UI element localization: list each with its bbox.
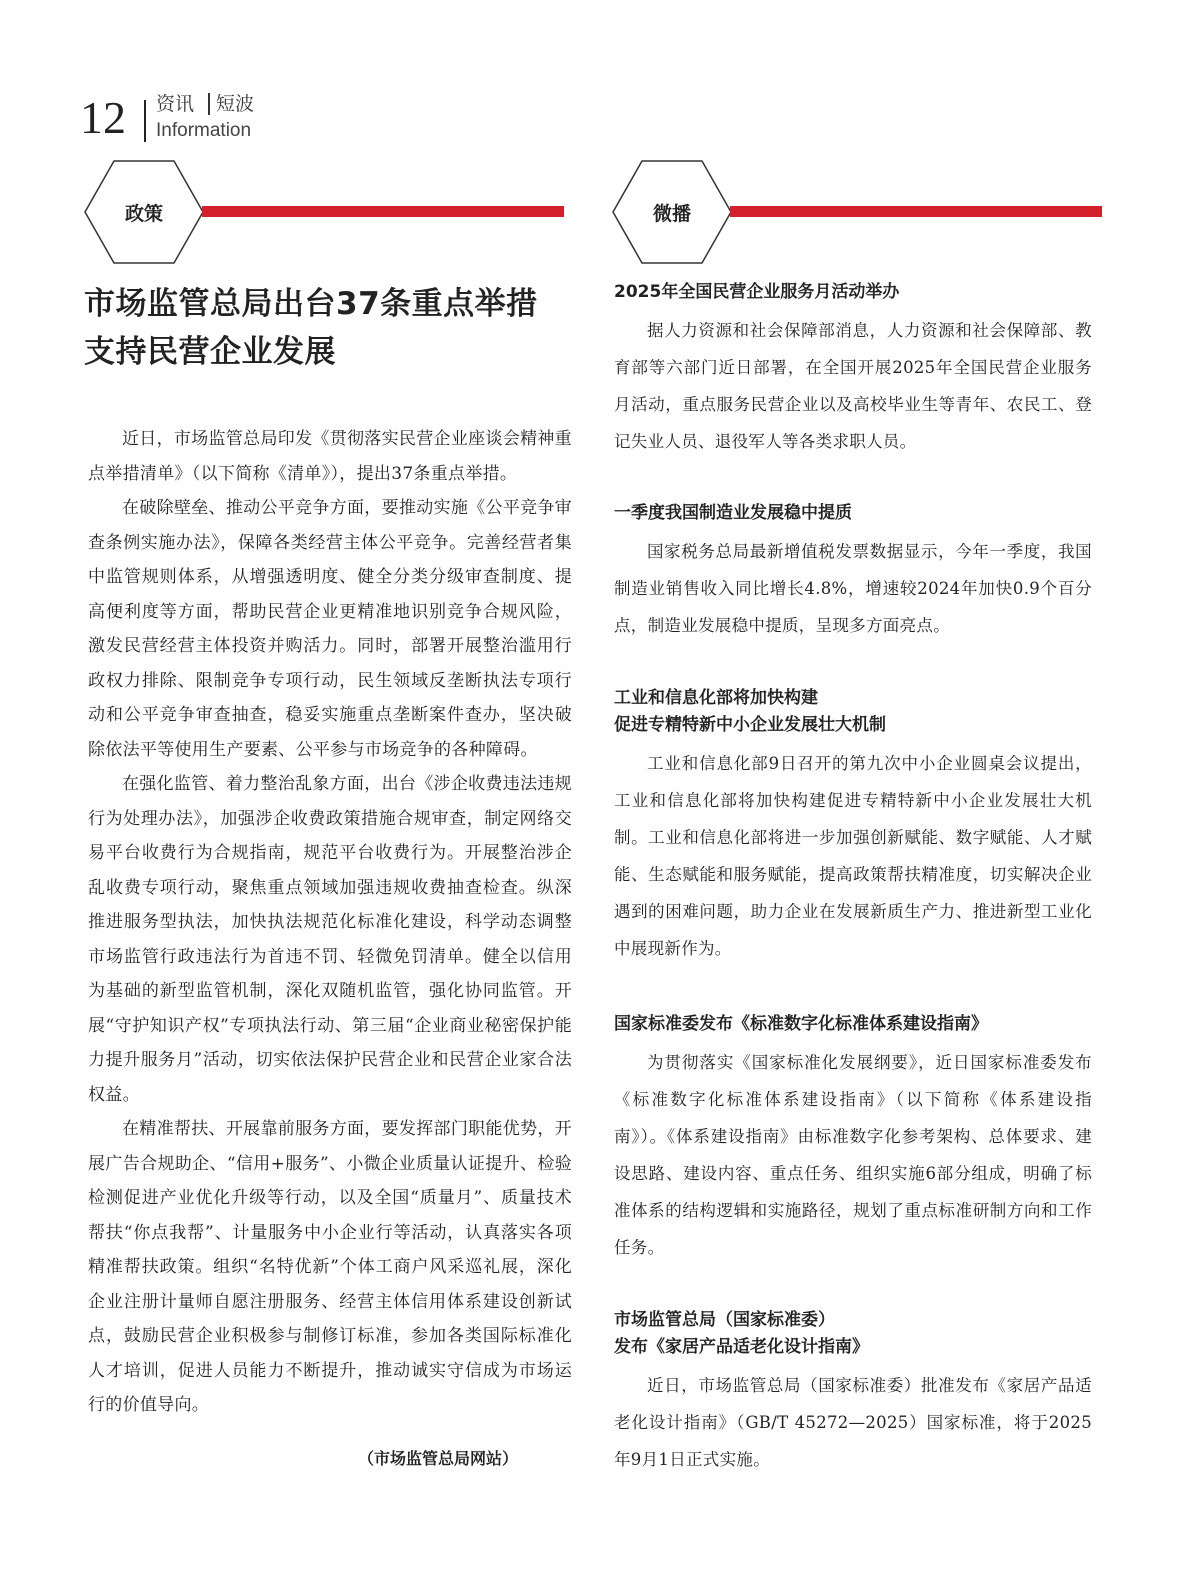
news-item — [614, 1307, 1092, 1478]
section-title-en: Information — [156, 120, 252, 141]
news-body: 据人力资源和社会保障部消息，人力资源和社会保障部、教育部等六部门近日部署，在全国开展2025年全国民营企业服务月活动，重点服务民营企业以及高校毕业生等青年、农民工、登记失业人员、退役军人等各类求职人员。 — [614, 321, 1092, 451]
news-title: 国家标准委发布《标准数字化标准体系建设指南》 — [614, 1014, 988, 1034]
section-subtitle-cn: 短波 — [208, 93, 254, 115]
article-title — [84, 280, 584, 376]
news-body: 国家税务总局最新增值税发票数据显示，今年一季度，我国制造业销售收入同比增长4.8%，增速较2024年加快0.9个百分点，制造业发展稳中提质，呈现多方面亮点。 — [614, 542, 1092, 635]
article-title-line2: 支持民营企业发展 — [84, 334, 336, 370]
brief-red-bar — [730, 206, 1102, 217]
brief-section-head — [612, 160, 1102, 264]
article-source: （市场监管总局网站） — [357, 1449, 518, 1468]
header-divider — [144, 100, 146, 142]
page-number: 12 — [80, 92, 126, 143]
section-title — [156, 92, 254, 116]
news-body: 近日，市场监管总局（国家标准委）批准发布《家居产品适老化设计指南》（GB/T 45272—2025）国家标准，将于2025年9月1日正式实施。 — [614, 1376, 1092, 1469]
brief-tag: 微播 — [652, 202, 691, 225]
news-body: 为贯彻落实《国家标准化发展纲要》，近日国家标准委发布《标准数字化标准体系建设指南》（以下简称《体系建设指南》）。《体系建设指南》由标准数字化参考架构、总体要求、建设思路、建设内容、重点任务、组织实施6部分组成，明确了标准体系的结构逻辑和实施路径，规划了重点标准研制方向和工作任务。 — [614, 1053, 1092, 1257]
news-item — [614, 279, 1092, 460]
policy-section-head — [84, 160, 564, 264]
article-paragraph: 近日，市场监管总局印发《贯彻落实民营企业座谈会精神重点举措清单》（以下简称《清单》），提出37条重点举措。 — [88, 429, 572, 484]
news-item — [614, 500, 1092, 644]
news-title: 工业和信息化部将加快构建 促进专精特新中小企业发展壮大机制 — [614, 688, 886, 735]
article-paragraph: 在精准帮扶、开展靠前服务方面，要发挥部门职能优势，开展广告合规助企、“信用+服务”、小微企业质量认证提升、检验检测促进产业优化升级等行动，以及全国“质量月”、质量技术帮扶“你点我帮”、计量服务中小企业行等活动，认真落实各项精准帮扶政策。组织“名特优新”个体工商户风采巡礼展，深化企业注册计量师自愿注册服务、经营主体信用体系建设创新试点，鼓励民营企业积极参与制修订标准，参加各类国际标准化人才培训，促进人员能力不断提升，推动诚实守信成为市场运行的价值导向。 — [88, 1119, 572, 1415]
news-title: 一季度我国制造业发展稳中提质 — [614, 503, 852, 523]
news-item — [614, 685, 1092, 967]
article-body — [88, 422, 572, 1423]
news-title: 市场监管总局（国家标准委） 发布《家居产品适老化设计指南》 — [614, 1310, 869, 1357]
section-title-cn: 资讯 — [156, 93, 195, 115]
policy-tag: 政策 — [124, 202, 163, 225]
news-title: 2025年全国民营企业服务月活动举办 — [614, 282, 900, 302]
policy-red-bar — [202, 206, 564, 217]
article-paragraph: 在破除壁垒、推动公平竞争方面，要推动实施《公平竞争审查条例实施办法》，保障各类经营主体公平竞争。完善经营者集中监管规则体系，从增强透明度、健全分类分级审查制度、提高便利度等方面，帮助民营企业更精准地识别竞争合规风险，激发民营经营主体投资并购活力。同时，部署开展整治滥用行政权力排除、限制竞争专项行动，民生领域反垄断执法专项行动和公平竞争审查抽查，稳妥实施重点垄断案件查办，坚决破除依法平等使用生产要素、公平参与市场竞争的各种障碍。 — [88, 498, 572, 760]
article-title-line1: 市场监管总局出台37条重点举措 — [84, 286, 538, 322]
news-item — [614, 1011, 1092, 1266]
news-body: 工业和信息化部9日召开的第九次中小企业圆桌会议提出，工业和信息化部将加快构建促进专精特新中小企业发展壮大机制。工业和信息化部将进一步加强创新赋能、数字赋能、人才赋能、生态赋能和服务赋能，提高政策帮扶精准度，切实解决企业遇到的困难问题，助力企业在发展新质生产力、推进新型工业化中展现新作为。 — [614, 754, 1092, 958]
article-paragraph: 在强化监管、着力整治乱象方面，出台《涉企收费违法违规行为处理办法》，加强涉企收费政策措施合规审查，制定网络交易平台收费行为合规指南，规范平台收费行为。开展整治涉企乱收费专项行动，聚焦重点领域加强违规收费抽查检查。纵深推进服务型执法，加快执法规范化标准化建设，科学动态调整市场监管行政违法行为首违不罚、轻微免罚清单。健全以信用为基础的新型监管机制，深化双随机监管，强化协同监管。开展“守护知识产权”专项执法行动、第三届“企业商业秘密保护能力提升服务月”活动，切实依法保护民营企业和民营企业家合法权益。 — [88, 774, 572, 1105]
